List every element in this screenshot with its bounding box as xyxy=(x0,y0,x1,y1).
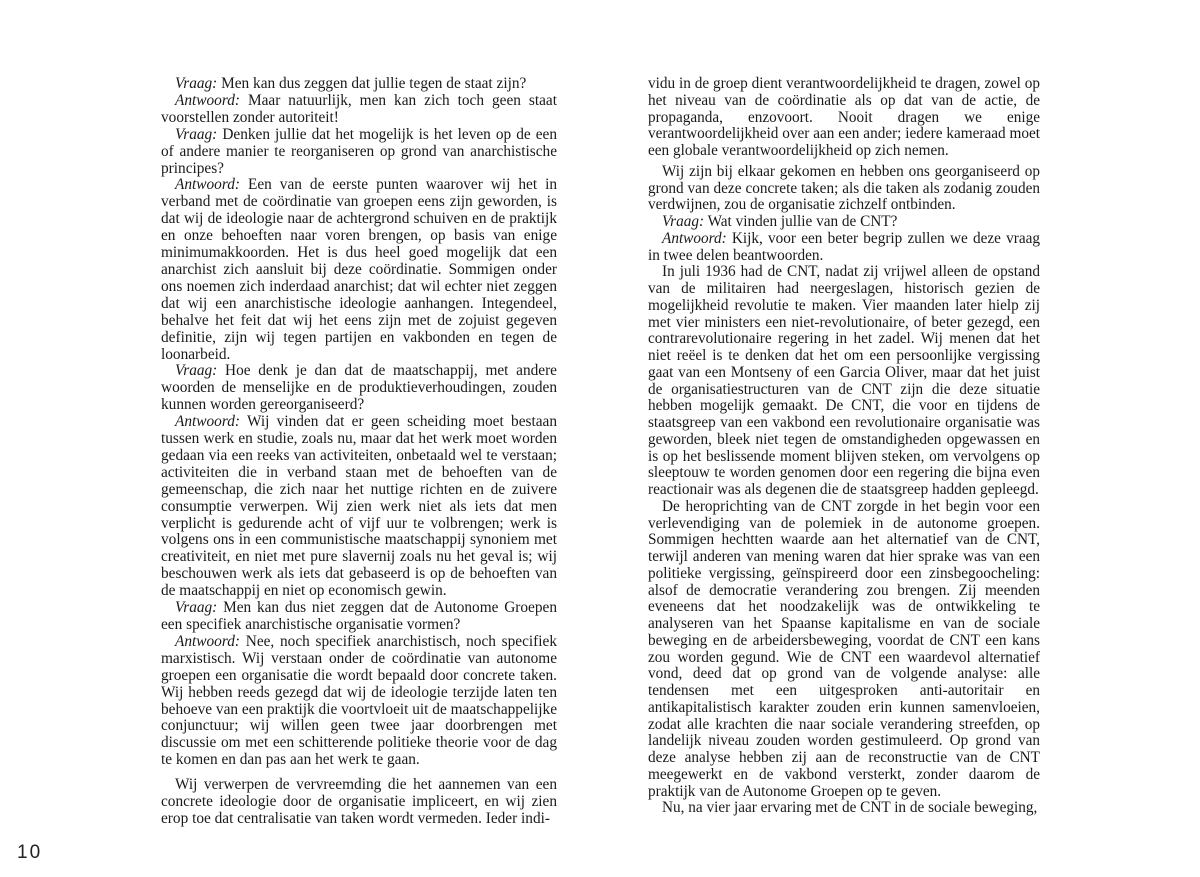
paragraph-text: Nu, na vier jaar ervaring met de CNT in de sociale beweging, xyxy=(662,799,1038,817)
paragraph-text: Nee, noch specifiek anarchistisch, noch specifiek marxistisch. Wij verstaan onder de coördinatie van autonome groepen een organisatie die wordt bepaald door concrete taken. Wij hebben reeds gezegd dat wij de ideologie terzijde laten ten behoeve van een praktijk die voortvloeit uit de maatschappelijke conjunctuur; wij willen geen twee jaar doorbrengen met discussie om met een schitterende politieke theorie voor de dag te komen en dan pas aan het werk te gaan. xyxy=(161,632,557,769)
paragraph xyxy=(648,76,1040,160)
paragraph-text: Een van de eerste punten waarover wij het in verband met de coördinatie van groepen eens zijn geworden, is dat wij de ideologie naar de achtergrond schuiven en de praktijk en onze behoeften naar voren brengen, op basis van enige minimumakkoorden. Het is dus heel goed mogelijk dat een anarchist zich aansluit bij deze coördinatie. Sommigen onder ons noemen zich inderdaad anarchist; dat wil echter niet zeggen dat wij een anarchistische ideologie aanhangen. Integendeel, behalve het feit dat wij het eens zijn met de zojuist gegeven definitie, zijn wij tegen partijen en vakbonden en tegen de loonarbeid. xyxy=(161,176,557,363)
paragraph xyxy=(161,363,557,414)
paragraph xyxy=(161,93,557,127)
paragraph xyxy=(161,127,557,178)
speaker-label: Vraag: xyxy=(662,213,705,230)
paragraph xyxy=(161,634,557,769)
right-page-column xyxy=(648,76,1040,817)
paragraph-text: vidu in de groep dient verantwoordelijkheid te dragen, zowel op het niveau van de coördinatie als op dat van de actie, de propaganda, enzovoort. Nooit dragen we enige verantwoordelijkheid over aan een ander; iedere kameraad moet een globale verantwoordelijkheid op zich nemen. xyxy=(648,75,1040,159)
paragraph-text: Maar natuurlijk, men kan zich toch geen staat voorstellen zonder autoriteit! xyxy=(161,91,557,126)
paragraph-text: De heroprichting van de CNT zorgde in het begin voor een verlevendiging van de polemiek in de autonome groepen. Sommigen hechtten waarde aan het alternatief van de CNT, terwijl anderen van mening waren dat hier sprake was van een politieke vergissing, geïnspireerd door een zinsbegoocheling: alsof de democratie verandering zou brengen. Zij meenden eveneens dat het noodzakelijk was de ontwikkeling te analyseren van het Spaanse kapitalisme en van de sociale beweging en de arbeidersbeweging, voordat de CNT een kans zou worden gegund. Wie de CNT een waardevol alternatief vond, deed dat op grond van de volgende analyse: alle tendensen met een uitgesproken anti-autoritair en antikapitalistisch karakter zouden erin kunnen samenvloeien, zodat alle krachten die naar sociale verandering streefden, op landelijk niveau zouden worden gestimuleerd. Op grond van deze analyse hebben zij aan de reconstructie van de CNT meegewerkt en de vakbond versterkt, zonder daarom de praktijk van de Autonome Groepen op te geven. xyxy=(648,497,1040,800)
speaker-label: Antwoord: xyxy=(175,176,241,194)
paragraph-text: Kijk, voor een beter begrip zullen we deze vraag in twee delen beantwoorden. xyxy=(648,229,1040,264)
paragraph-text: Wij verwerpen de vervreemding die het aannemen van een concrete ideologie door de organisatie impliceert, en wij zien erop toe dat centralisatie van taken wordt vermeden. Ieder indi- xyxy=(161,776,557,827)
speaker-label: Vraag: xyxy=(175,599,218,617)
left-page-column xyxy=(161,76,557,828)
paragraph xyxy=(161,177,557,363)
paragraph xyxy=(648,214,1040,231)
speaker-label: Vraag: xyxy=(175,75,218,92)
paragraph-text: Wat vinden jullie van de CNT? xyxy=(704,213,898,230)
paragraph xyxy=(648,800,1040,817)
paragraph xyxy=(161,76,557,93)
paragraph xyxy=(161,600,557,634)
paragraph-text: Men kan dus zeggen dat jullie tegen de staat zijn? xyxy=(217,75,527,92)
speaker-label: Vraag: xyxy=(175,362,218,380)
paragraph xyxy=(161,414,557,600)
speaker-label: Antwoord: xyxy=(662,229,727,247)
paragraph-text: Hoe denk je dan dat de maatschappij, met andere woorden de menselijke en de produktieverhoudingen, zouden kunnen worden gereorganiseerd? xyxy=(161,362,557,414)
speaker-label: Antwoord: xyxy=(175,632,241,650)
paragraph xyxy=(648,231,1040,265)
paragraph-text: Wij vinden dat er geen scheiding moet bestaan tussen werk en studie, zoals nu, maar dat het werk moet worden gedaan via een reeks van activiteiten, onbetaald wel te verstaan; activiteiten die in verband staan met de behoeften van de gemeenschap, die zich naar het nuttige richten en de zuivere consumptie verwerpen. Wij zien werk niet als iets dat men verplicht is gedurende acht of vijf uur te volbrengen; werk is volgens ons in een communistische maatschappij synoniem met creativiteit, en niet met pure slavernij zoals nu het geval is; wij beschouwen werk als iets dat gebaseerd is op de behoeften van de maatschappij en niet op economisch gewin. xyxy=(161,413,557,600)
paragraph-text: Men kan dus niet zeggen dat de Autonome Groepen een specifiek anarchistische organisatie vormen? xyxy=(161,599,557,633)
paragraph-text: In juli 1936 had de CNT, nadat zij vrijwel alleen de opstand van de militairen had neergeslagen, historisch gezien de mogelijkheid revolutie te maken. Vier maanden later hielp zij met vier ministers een niet-revolutionaire, of beter gezegd, een contrarevolutionaire regering in het zadel. Wij menen dat het niet reëel is te denken dat het om een persoonlijke vergissing gaat van een Montseny of een Garcia Oliver, maar dat het juist de organisatiestructuren van de CNT zijn die deze situatie hebben mogelijk gemaakt. De CNT, die voor en tijdens de staatsgreep van een vakbond een revolutionaire organisatie was geworden, bleek niet tegen de omstandigheden opgewassen en is op het beslissende moment blijven steken, om vervolgens op sleeptouw te worden genomen door een regering die bijna even reactionair was als degenen die de staatsgreep hadden gepleegd. xyxy=(648,263,1040,498)
paragraph xyxy=(648,264,1040,499)
paragraph-text: Denken jullie dat het mogelijk is het leven op de een of andere manier te reorganiseren op grond van anarchistische principes? xyxy=(161,125,557,177)
paragraph xyxy=(161,777,557,828)
speaker-label: Antwoord: xyxy=(175,91,241,109)
paragraph xyxy=(648,499,1040,801)
speaker-label: Antwoord: xyxy=(175,413,241,431)
paragraph xyxy=(648,164,1040,214)
page-number: 10 xyxy=(17,842,43,863)
speaker-label: Vraag: xyxy=(175,125,218,143)
paragraph-text: Wij zijn bij elkaar gekomen en hebben ons georganiseerd op grond van deze concrete taken; als die taken als zodanig zouden verdwijnen, zou de organisatie zichzelf ontbinden. xyxy=(648,162,1040,214)
